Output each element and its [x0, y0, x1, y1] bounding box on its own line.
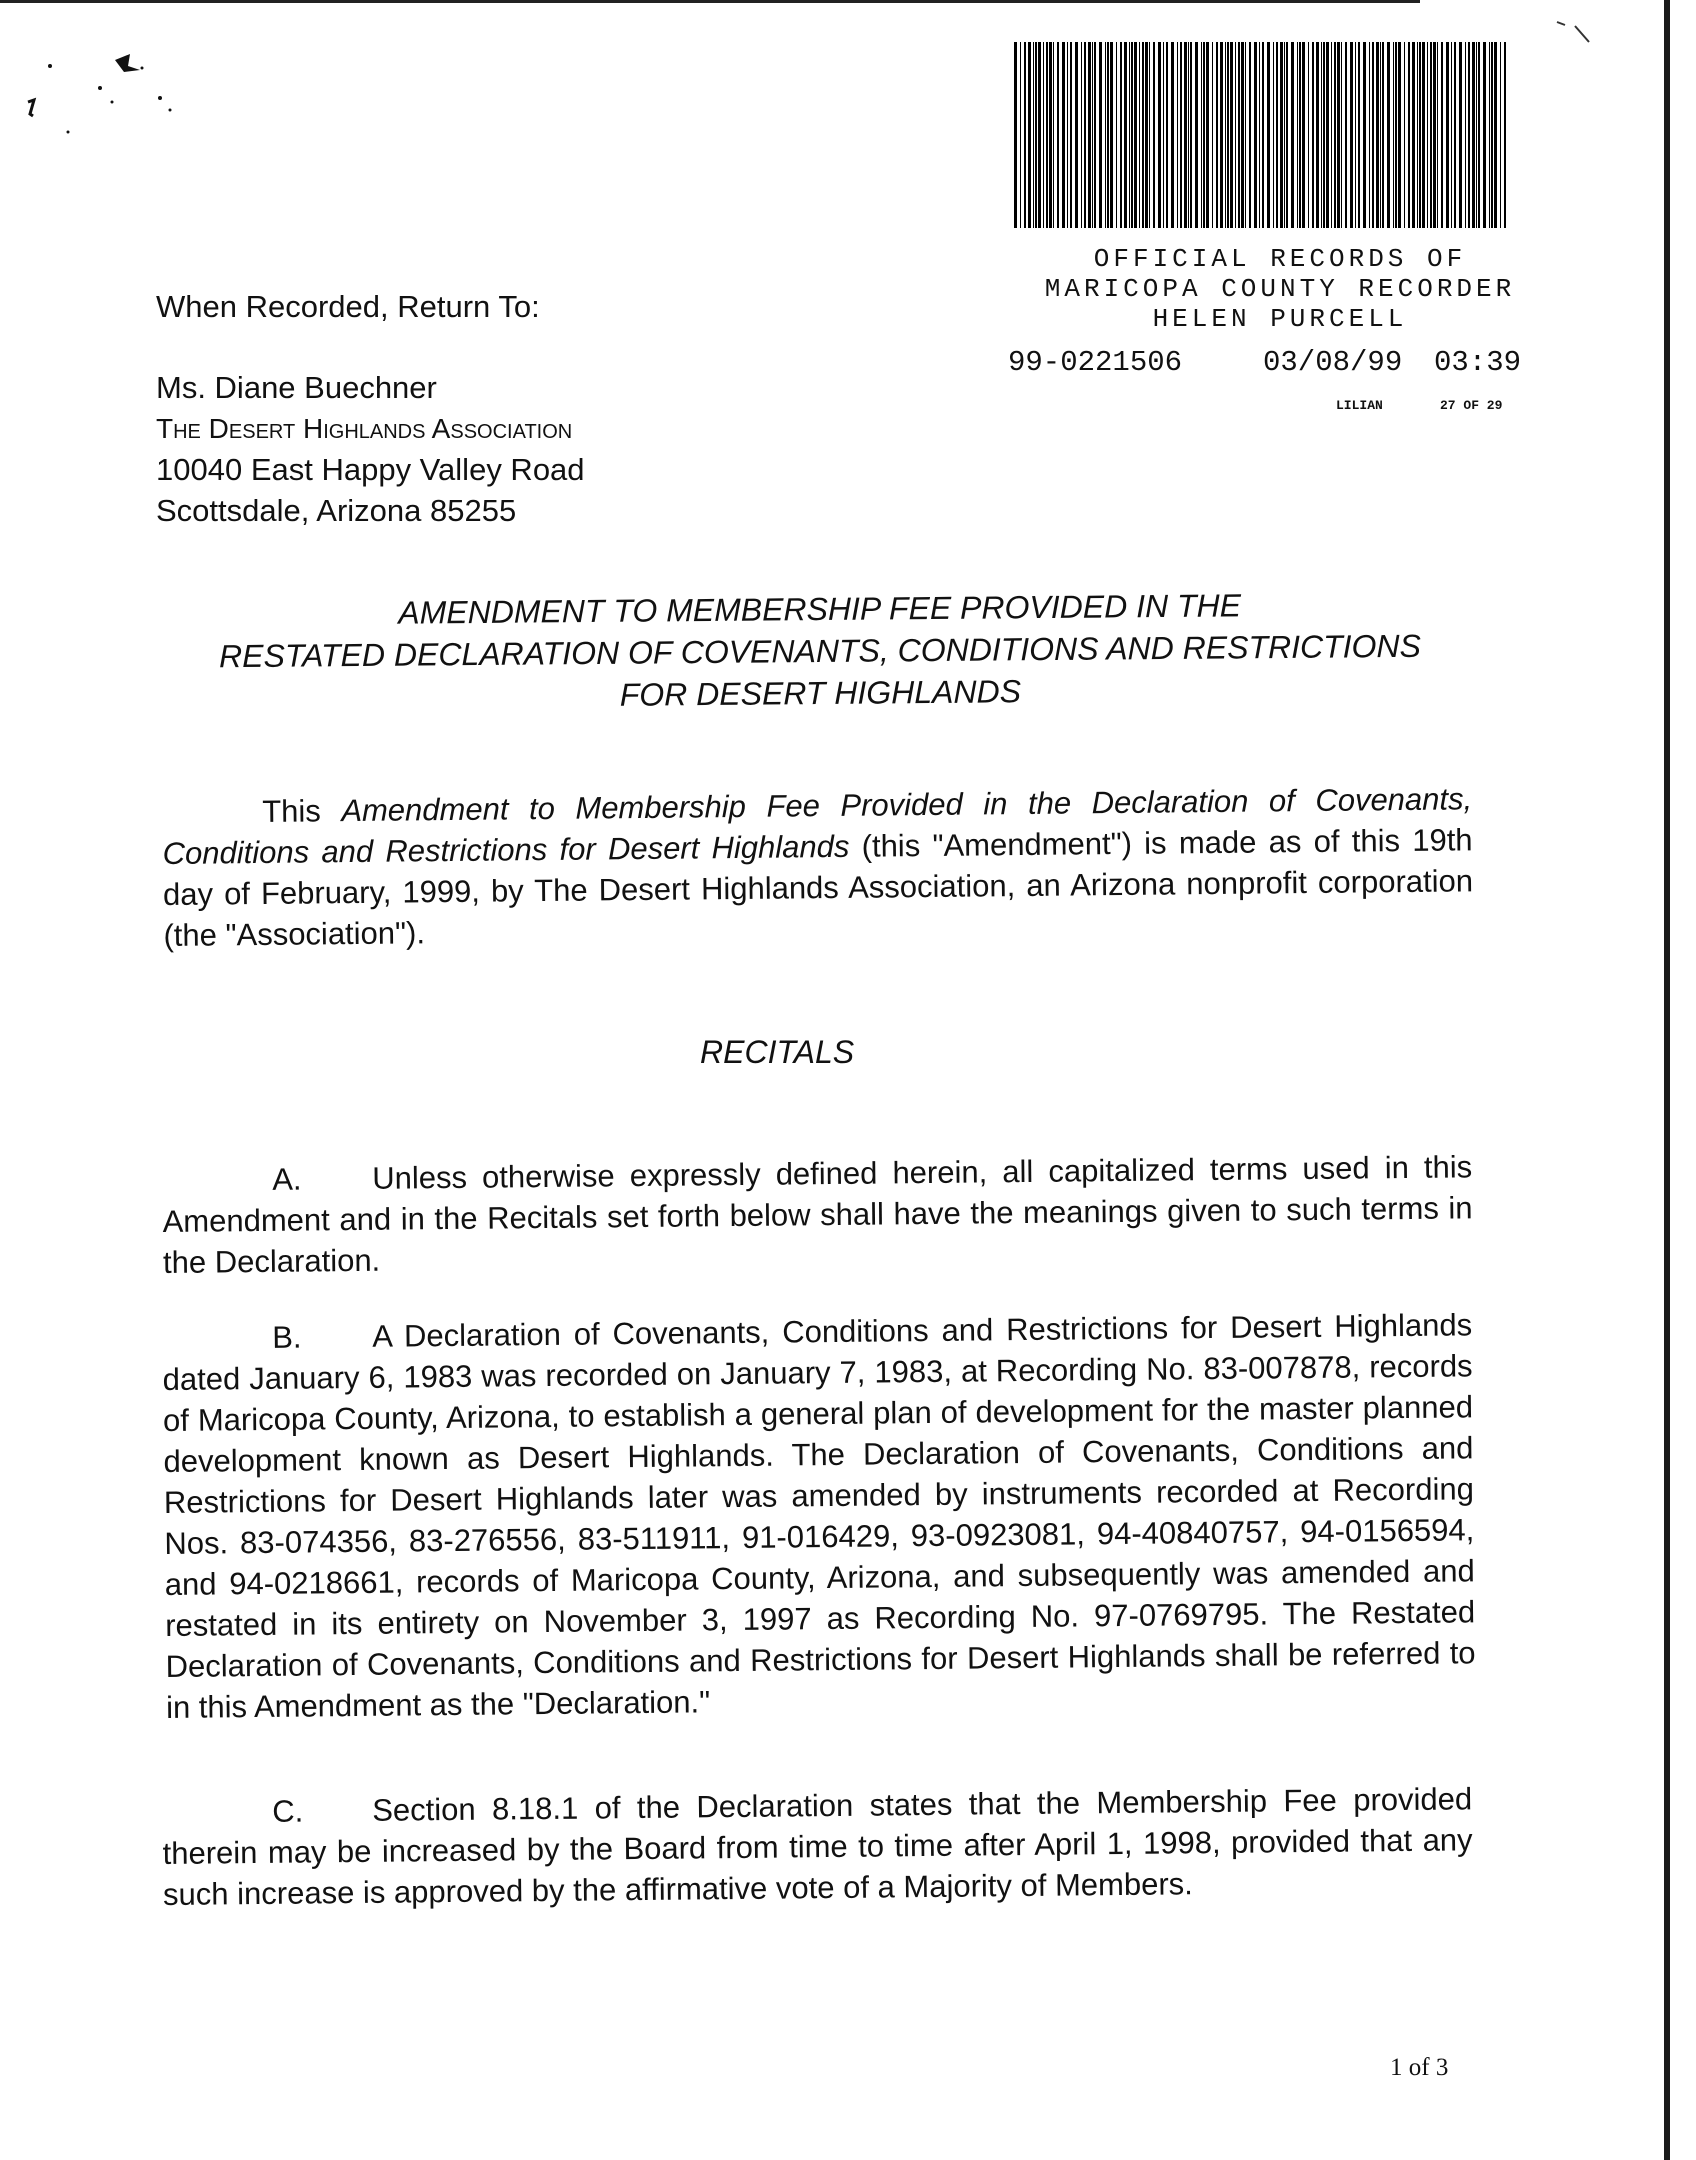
recorder-stamp [1010, 244, 1550, 334]
recitals-heading: RECITALS [700, 1034, 855, 1070]
intro-rest: (this "Amendment") is made as of this 19th day of February, 1999, by The Desert Highlands Association, an Arizona nonprofit corporation (the "Association"). [162, 822, 1474, 953]
scan-top-edge-line [0, 0, 1420, 3]
recital-b [162, 1304, 1476, 1728]
scan-specks [20, 40, 220, 160]
recital-c-letter: C. [272, 1793, 304, 1829]
return-city: Scottsdale, Arizona 85255 [156, 493, 517, 528]
intro-amendment-title: Amendment to Membership Fee Provided in the Declaration of Covenants, Conditions and Restrictions for Desert Highlands [162, 781, 1473, 871]
recital-a-text: Unless otherwise expressly defined herein, all capitalized terms used in this Amendment and in the Recitals set forth below shall have the meanings given to such terms in the Declaration. [162, 1149, 1473, 1280]
page-number: 1 of 3 [1390, 2054, 1449, 2081]
recorder-line-1: OFFICIAL RECORDS OF [1093, 244, 1467, 274]
barcode [1010, 42, 1512, 228]
return-address-block [156, 286, 585, 531]
scan-right-edge-line [1664, 0, 1670, 2160]
return-street: 10040 East Happy Valley Road [156, 452, 585, 487]
recital-a [162, 1146, 1473, 1283]
return-organization: The Desert Highlands Association [156, 413, 573, 444]
recording-time: 03:39 [1434, 346, 1522, 379]
title-line-1: AMENDMENT TO MEMBERSHIP FEE PROVIDED IN THE [398, 587, 1242, 631]
scan-corner-mark [1555, 20, 1595, 50]
recital-a-letter: A. [272, 1161, 302, 1197]
return-name: Ms. Diane Buechner [156, 370, 437, 405]
recital-c [162, 1778, 1473, 1915]
recital-c-text: Section 8.18.1 of the Declaration states that the Membership Fee provided therein may be increased by the Board from time to time after April 1, 1998, provided that any such increase is approved by the affirmative vote of a Majority of Members. [162, 1781, 1473, 1912]
intro-lead: This [262, 793, 321, 829]
return-label: When Recorded, Return To: [156, 289, 540, 324]
recorder-clerk: LILIAN [1336, 398, 1383, 413]
intro-paragraph [162, 778, 1474, 956]
title-line-3: FOR DESERT HIGHLANDS [619, 673, 1022, 713]
recorder-line-3: HELEN PURCELL [1152, 304, 1408, 334]
recorder-line-2: MARICOPA COUNTY RECORDER [1044, 274, 1516, 304]
recorder-page-count: 27 OF 29 [1440, 398, 1503, 413]
recital-b-letter: B. [272, 1319, 302, 1355]
recital-b-text: A Declaration of Covenants, Conditions and Restrictions for Desert Highlands dated January 6, 1983 was recorded on January 7, 1983, at Recording No. 83-007878, records of Maricopa County, Arizona, to establish a general plan of development for the master planned development known as Desert Highlands. The Declaration of Covenants, Conditions and Restrictions for Desert Highlands later was amended by instruments recorded at Recording Nos. 83-074356, 83-276556, 83-511911, 91-016429, 93-0923081, 94-40840757, 94-0156594, and 94-0218661, records of Maricopa County, Arizona, and subsequently was amended and restated in its entirety on November 3, 1997 as Recording No. 97-0769795. The Restated Declaration of Covenants, Conditions and Restrictions for Desert Highlands shall be referred to in this Amendment as the "Declaration." [162, 1307, 1476, 1725]
document-number: 99-0221506 [1008, 346, 1183, 379]
document-title [129, 582, 1510, 720]
title-line-2: RESTATED DECLARATION OF COVENANTS, CONDITIONS AND RESTRICTIONS [218, 627, 1422, 675]
recording-date: 03/08/99 [1263, 346, 1403, 379]
